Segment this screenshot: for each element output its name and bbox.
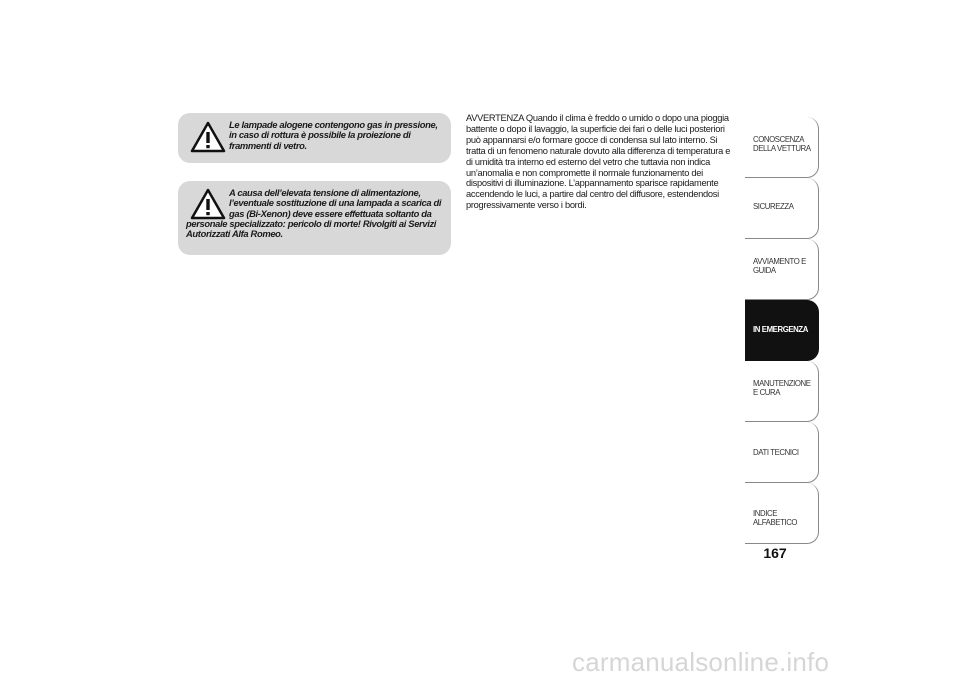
tab-in-emergenza[interactable]	[745, 300, 819, 361]
warning-triangle-icon	[190, 121, 226, 153]
page-number: 167	[763, 545, 787, 561]
tab-indice-alfabetico[interactable]	[745, 483, 819, 544]
tab-label: INDICE ALFABETICO	[753, 509, 798, 527]
tab-label: DATI TECNICI	[753, 448, 799, 457]
warning-box-xenon	[178, 181, 451, 255]
tab-label: CONOSCENZA DELLA VETTURA	[753, 135, 811, 153]
tab-dati-tecnici[interactable]	[745, 422, 819, 483]
tab-label: IN EMERGENZA	[753, 325, 808, 334]
tab-manutenzione-e-cura[interactable]	[745, 361, 819, 422]
tab-conoscenza-della-vettura[interactable]	[745, 117, 819, 178]
warning-text-xenon-content: A causa dell’elevata tensione di alimentazione, l’eventuale sostituzione di una lampada a scarica di gas (Bi-Xenon) deve essere effettuata soltanto da personale specializzato: pericolo di morte! Rivolgiti ai Servizi Autorizzati Alfa Romeo.	[186, 187, 442, 240]
tab-sicurezza[interactable]	[745, 178, 819, 239]
watermark: carmanualsonline.info	[572, 647, 830, 677]
tab-label: MANUTENZIONE E CURA	[753, 379, 811, 397]
warning-text-halogen: Le lampade alogene contengono gas in pressione, in caso di rottura è possibile la proiezione di frammenti di vetro.	[229, 119, 438, 151]
warning-box-halogen	[178, 113, 451, 163]
tab-avviamento-e-guida[interactable]	[745, 239, 819, 300]
warning-text-xenon	[186, 188, 444, 239]
avvertenza-note: AVVERTENZA Quando il clima è freddo o umido o dopo una pioggia battente o dopo il lavaggio, la superficie dei fari o delle luci posteriori può appannarsi e/o formare gocce di condensa sul lato interno. Si tratta di un fenomeno naturale dovuto alla differenza di temperatura e di umidità tra interno ed esterno del vetro che tuttavia non indica un’anomalia e non compromette il normale funzionamento dei dispositivi di illuminazione. L’appannamento sparisce rapidamente accendendo le luci, a partire dal centro del diffusore, estendendosi progressivamente verso i bordi.	[466, 113, 731, 211]
section-tabs-sidebar	[745, 117, 819, 544]
tab-label: SICUREZZA	[753, 202, 794, 211]
tab-label: AVVIAMENTO E GUIDA	[753, 257, 806, 275]
